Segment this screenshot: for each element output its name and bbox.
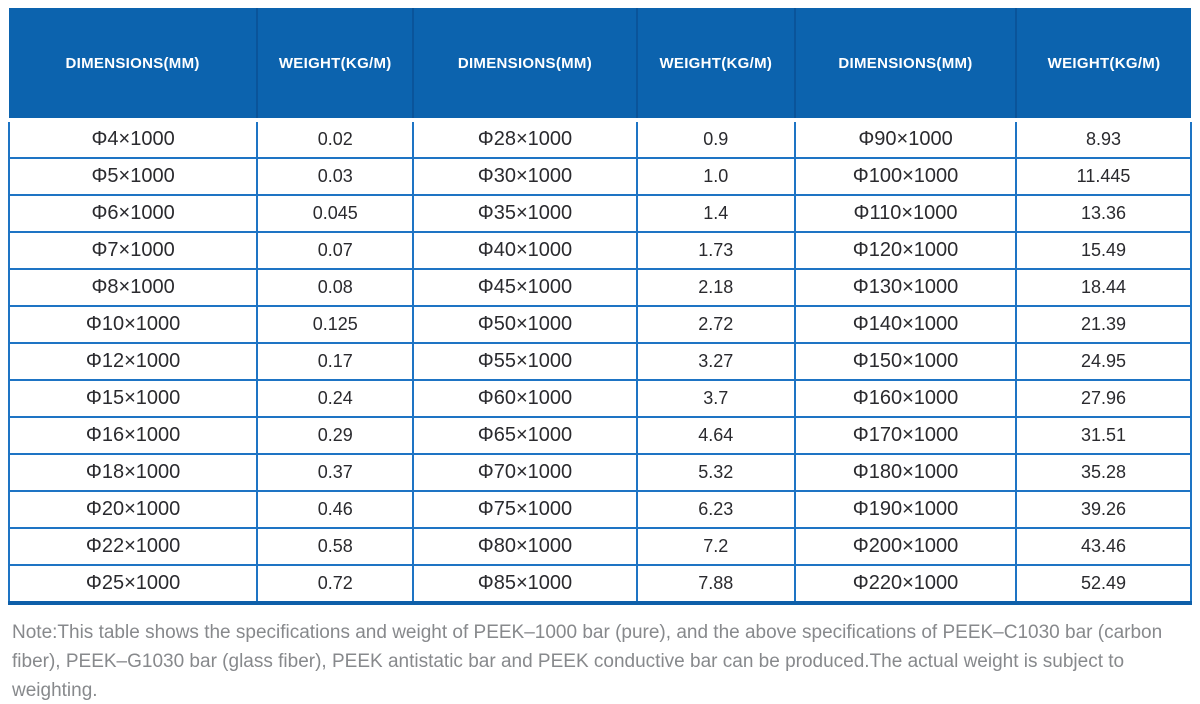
dimension-cell: Φ70×1000	[413, 454, 636, 491]
dimension-cell: Φ170×1000	[795, 417, 1016, 454]
dimension-cell: Φ35×1000	[413, 195, 636, 232]
weight-cell: 0.02	[257, 120, 413, 158]
dimension-cell: Φ110×1000	[795, 195, 1016, 232]
dimension-cell: Φ160×1000	[795, 380, 1016, 417]
weight-cell: 0.07	[257, 232, 413, 269]
weight-cell: 35.28	[1016, 454, 1191, 491]
table-row	[9, 306, 1191, 343]
weight-cell: 13.36	[1016, 195, 1191, 232]
dimension-cell: Φ30×1000	[413, 158, 636, 195]
weight-cell: 2.18	[637, 269, 795, 306]
weight-cell: 0.29	[257, 417, 413, 454]
table-header	[9, 8, 1191, 120]
dimension-cell: Φ220×1000	[795, 565, 1016, 603]
weight-cell: 0.03	[257, 158, 413, 195]
weight-cell: 4.64	[637, 417, 795, 454]
weight-cell: 43.46	[1016, 528, 1191, 565]
weight-cell: 7.88	[637, 565, 795, 603]
footnote: Note:This table shows the specifications and weight of PEEK–1000 bar (pure), and the above specifications of PEEK–C1030 bar (carbon fiber), PEEK–G1030 bar (glass fiber), PEEK antistatic bar and PEEK conductive bar can be produced.The actual weight is subject to weighting.	[12, 622, 1163, 701]
table-row	[9, 269, 1191, 306]
weight-cell: 27.96	[1016, 380, 1191, 417]
table-body	[9, 120, 1191, 603]
weight-cell: 2.72	[637, 306, 795, 343]
weight-cell: 0.125	[257, 306, 413, 343]
weight-cell: 6.23	[637, 491, 795, 528]
table-row	[9, 417, 1191, 454]
weight-cell: 0.08	[257, 269, 413, 306]
table-row	[9, 195, 1191, 232]
dimension-cell: Φ40×1000	[413, 232, 636, 269]
weight-cell: 1.0	[637, 158, 795, 195]
column-header-dimensions-2: DIMENSIONS(MM)	[413, 8, 636, 120]
dimension-cell: Φ55×1000	[413, 343, 636, 380]
dimension-cell: Φ130×1000	[795, 269, 1016, 306]
weight-cell: 0.46	[257, 491, 413, 528]
dimension-cell: Φ18×1000	[9, 454, 257, 491]
dimension-cell: Φ7×1000	[9, 232, 257, 269]
table-row	[9, 565, 1191, 603]
dimension-cell: Φ120×1000	[795, 232, 1016, 269]
weight-cell: 0.17	[257, 343, 413, 380]
weight-cell: 24.95	[1016, 343, 1191, 380]
dimension-cell: Φ75×1000	[413, 491, 636, 528]
weight-cell: 5.32	[637, 454, 795, 491]
table-row	[9, 120, 1191, 158]
weight-cell: 21.39	[1016, 306, 1191, 343]
column-header-weight-1: WEIGHT(KG/M)	[257, 8, 413, 120]
table-row	[9, 343, 1191, 380]
dimension-cell: Φ16×1000	[9, 417, 257, 454]
weight-cell: 15.49	[1016, 232, 1191, 269]
column-header-weight-3: WEIGHT(KG/M)	[1016, 8, 1191, 120]
weight-cell: 1.73	[637, 232, 795, 269]
weight-cell: 0.37	[257, 454, 413, 491]
dimension-cell: Φ190×1000	[795, 491, 1016, 528]
weight-cell: 3.7	[637, 380, 795, 417]
weight-cell: 31.51	[1016, 417, 1191, 454]
dimension-cell: Φ60×1000	[413, 380, 636, 417]
dimension-cell: Φ90×1000	[795, 120, 1016, 158]
dimension-cell: Φ20×1000	[9, 491, 257, 528]
weight-cell: 0.9	[637, 120, 795, 158]
table-row	[9, 380, 1191, 417]
weight-cell: 0.045	[257, 195, 413, 232]
dimension-cell: Φ10×1000	[9, 306, 257, 343]
dimension-cell: Φ50×1000	[413, 306, 636, 343]
dimension-cell: Φ15×1000	[9, 380, 257, 417]
dimension-cell: Φ5×1000	[9, 158, 257, 195]
table-row	[9, 232, 1191, 269]
peek-bar-weight-table	[8, 8, 1192, 605]
weight-cell: 0.24	[257, 380, 413, 417]
column-header-weight-2: WEIGHT(KG/M)	[637, 8, 795, 120]
weight-cell: 8.93	[1016, 120, 1191, 158]
dimension-cell: Φ65×1000	[413, 417, 636, 454]
column-header-dimensions-3: DIMENSIONS(MM)	[795, 8, 1016, 120]
weight-cell: 18.44	[1016, 269, 1191, 306]
weight-cell: 52.49	[1016, 565, 1191, 603]
dimension-cell: Φ6×1000	[9, 195, 257, 232]
dimension-cell: Φ200×1000	[795, 528, 1016, 565]
dimension-cell: Φ12×1000	[9, 343, 257, 380]
table-row	[9, 454, 1191, 491]
header-row	[9, 8, 1191, 120]
weight-cell: 11.445	[1016, 158, 1191, 195]
table-row	[9, 528, 1191, 565]
weight-cell: 1.4	[637, 195, 795, 232]
table-row	[9, 158, 1191, 195]
dimension-cell: Φ4×1000	[9, 120, 257, 158]
dimension-cell: Φ85×1000	[413, 565, 636, 603]
dimension-cell: Φ100×1000	[795, 158, 1016, 195]
weight-cell: 3.27	[637, 343, 795, 380]
dimension-cell: Φ25×1000	[9, 565, 257, 603]
table-row	[9, 491, 1191, 528]
dimension-cell: Φ150×1000	[795, 343, 1016, 380]
dimension-cell: Φ45×1000	[413, 269, 636, 306]
weight-cell: 39.26	[1016, 491, 1191, 528]
weight-cell: 0.72	[257, 565, 413, 603]
dimension-cell: Φ140×1000	[795, 306, 1016, 343]
dimension-cell: Φ80×1000	[413, 528, 636, 565]
dimension-cell: Φ8×1000	[9, 269, 257, 306]
dimension-cell: Φ180×1000	[795, 454, 1016, 491]
column-header-dimensions-1: DIMENSIONS(MM)	[9, 8, 257, 120]
dimension-cell: Φ22×1000	[9, 528, 257, 565]
dimension-cell: Φ28×1000	[413, 120, 636, 158]
weight-cell: 0.58	[257, 528, 413, 565]
weight-cell: 7.2	[637, 528, 795, 565]
